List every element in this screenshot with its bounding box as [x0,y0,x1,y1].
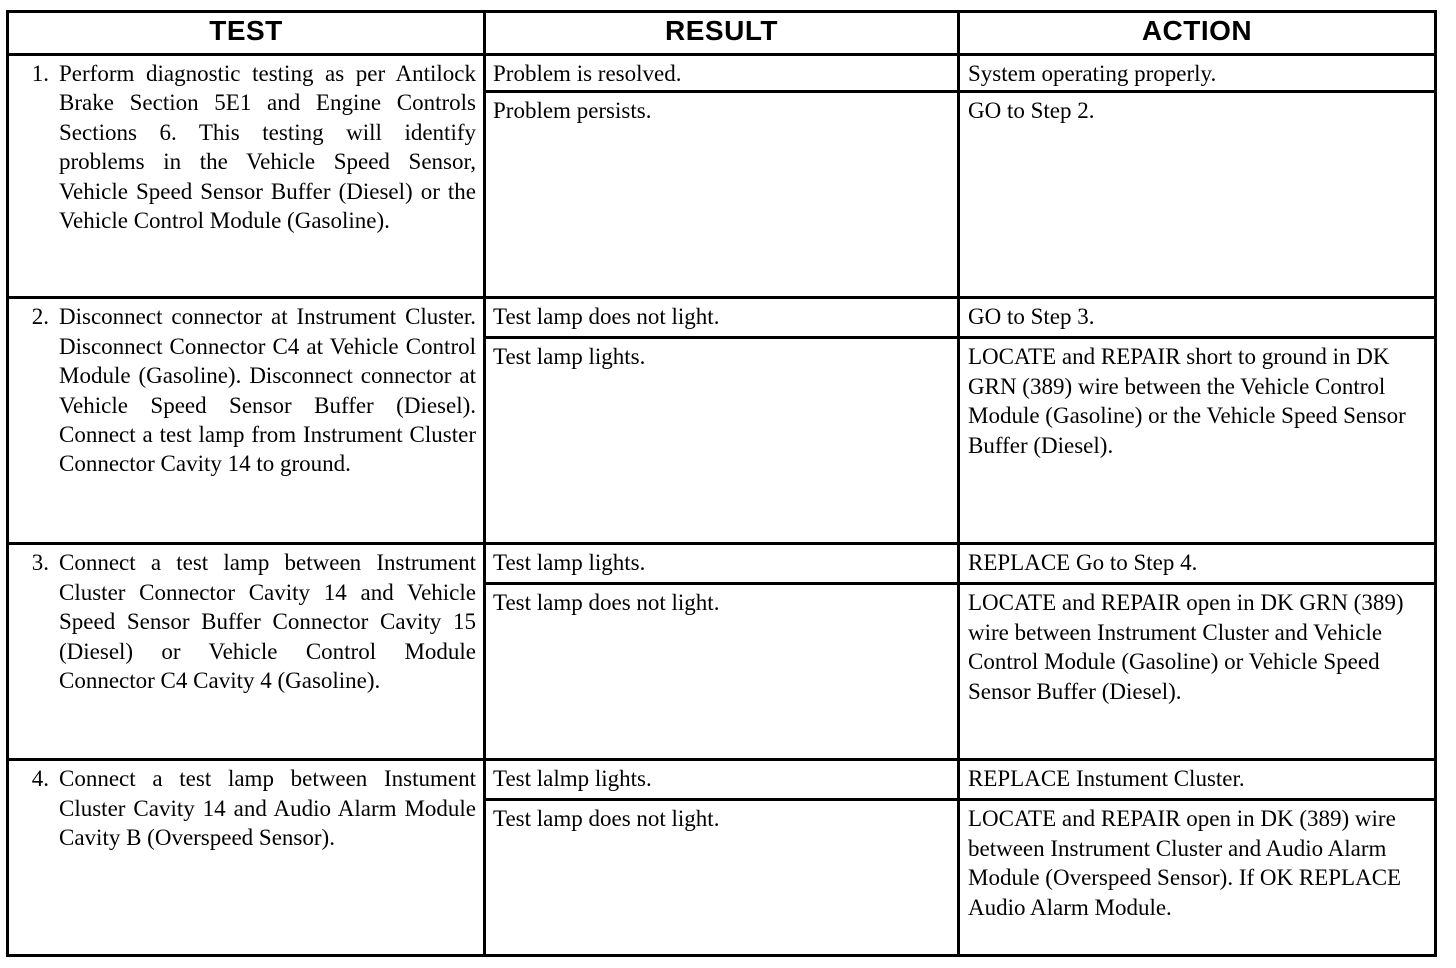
step-3-test-cell [8,544,485,760]
step-4-number: 4. [31,766,49,792]
step-1-result-2: Problem persists. [485,92,959,298]
step-3-action-1: REPLACE Go to Step 4. [959,544,1436,584]
step-2-result-2: Test lamp lights. [485,338,959,544]
step-2-test-cell [8,298,485,544]
step-2-number: 2. [31,304,49,330]
step-3-result-1: Test lamp lights. [485,544,959,584]
step-3-row-a [8,544,1436,584]
header-row [8,12,1436,55]
step-1-test-cell [8,55,485,298]
step-1-row-a [8,55,1436,92]
step-2-test-text: Disconnect connector at Instrument Cluster. Disconnect Connector C4 at Vehicle Control Module (Gasoline). Disconnect connector at Vehicle Speed Sensor Buffer (Diesel). Connect a test lamp from Instrument Cluster Connector Cavity 14 to ground. [59,304,476,477]
step-1-action-1: System operating properly. [959,55,1436,92]
header-action: ACTION [959,12,1436,55]
step-3-action-2: LOCATE and REPAIR open in DK GRN (389) wire between Instrument Cluster and Vehicle Control Module (Gasoline) or Vehicle Speed Sensor Buffer (Diesel). [959,584,1436,760]
step-3-result-2: Test lamp does not light. [485,584,959,760]
step-4-action-1: REPLACE Instument Cluster. [959,760,1436,800]
step-4-result-2: Test lamp does not light. [485,800,959,956]
step-3-test-text: Connect a test lamp between Instrument Cluster Connector Cavity 14 and Vehicle Speed Sensor Buffer Connector Cavity 15 (Diesel) or Vehicle Control Module Connector C4 Cavity 4 (Gasoline). [59,550,476,694]
step-1-result-1: Problem is resolved. [485,55,959,92]
step-2-row-a [8,298,1436,338]
step-2-result-1: Test lamp does not light. [485,298,959,338]
step-4-row-a [8,760,1436,800]
step-4-test-cell [8,760,485,956]
step-1-action-2: GO to Step 2. [959,92,1436,298]
step-1-number: 1. [31,61,49,86]
step-2-action-1: GO to Step 3. [959,298,1436,338]
header-result: RESULT [485,12,959,55]
step-4-action-2: LOCATE and REPAIR open in DK (389) wire between Instrument Cluster and Audio Alarm Module (Overspeed Sensor). If OK REPLACE Audio Alarm Module. [959,800,1436,956]
step-4-result-1: Test lalmp lights. [485,760,959,800]
header-test: TEST [8,12,485,55]
step-2-action-2: LOCATE and REPAIR short to ground in DK GRN (389) wire between the Vehicle Control Module (Gasoline) or the Vehicle Speed Sensor Buffer (Diesel). [959,338,1436,544]
step-3-number: 3. [31,550,49,576]
diagnostic-table [6,10,1437,957]
step-1-test-text: Perform diagnostic testing as per Antilock Brake Section 5E1 and Engine Controls Sections 6. This testing will identify problems in the Vehicle Speed Sensor, Vehicle Speed Sensor Buffer (Diesel) or the Vehicle Control Module (Gasoline). [59,61,476,234]
step-4-test-text: Connect a test lamp between Instument Cluster Cavity 14 and Audio Alarm Module Cavity B (Overspeed Sensor). [59,766,476,851]
